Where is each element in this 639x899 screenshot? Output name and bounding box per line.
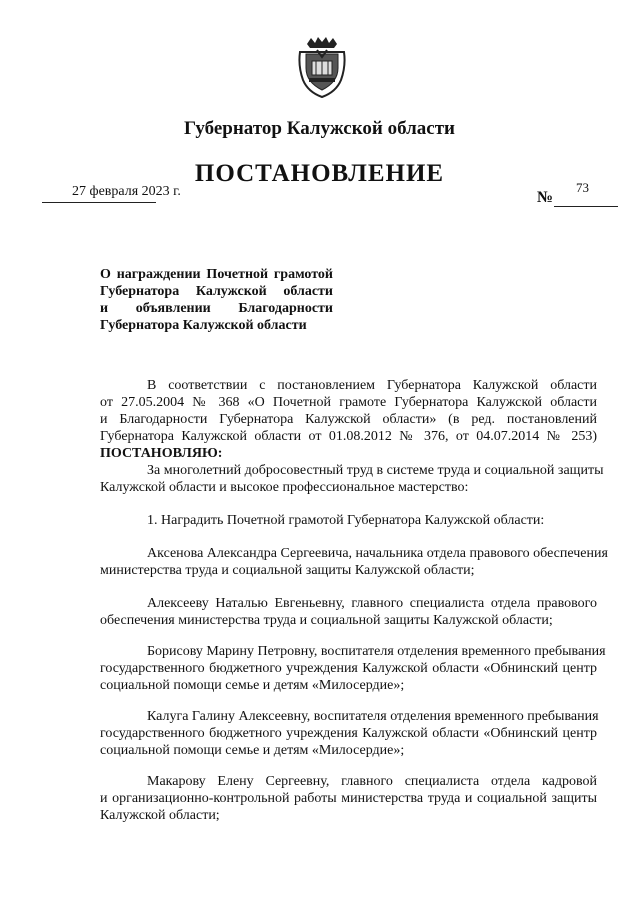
awardee-entry bbox=[100, 643, 606, 694]
awardee-line: Борисову Марину Петровну, воспитателя отделения временного пребывания bbox=[147, 644, 606, 659]
resolve-heading: ПОСТАНОВЛЯЮ: bbox=[100, 446, 223, 461]
awardee-entry bbox=[100, 708, 597, 759]
awardee-line: обеспечения министерства труда и социальной защиты Калужской области; bbox=[100, 613, 553, 628]
issuer-title: Губернатор Калужской области bbox=[184, 118, 455, 139]
preamble bbox=[100, 377, 597, 445]
date-underline bbox=[42, 202, 156, 203]
reason-line: За многолетний добросовестный труд в системе труда и социальной защиты bbox=[147, 463, 604, 478]
number-sign: № bbox=[537, 189, 554, 206]
awardee-line: Макарову Елену Сергеевну, главного специалиста отдела кадровой bbox=[147, 774, 597, 789]
number-underline bbox=[554, 206, 618, 207]
document-number: 73 bbox=[576, 180, 589, 195]
awardee-entry bbox=[100, 595, 597, 629]
item-1: 1. Наградить Почетной грамотой Губернатора Калужской области: bbox=[147, 513, 545, 528]
reason-line: Калужской области и высокое профессиональное мастерство: bbox=[100, 480, 469, 495]
preamble-line: Губернатора Калужской области от 01.08.2012 № 376, от 04.07.2014 № 253) bbox=[100, 429, 597, 444]
document-subject bbox=[100, 266, 333, 334]
awardee-line: Калужской области; bbox=[100, 808, 220, 823]
awardee-line: государственного бюджетного учреждения Калужской области «Обнинский центр bbox=[100, 661, 597, 676]
awardee-line: Алексееву Наталью Евгеньевну, главного специалиста отдела правового bbox=[147, 596, 597, 611]
awardee-line: министерства труда и социальной защиты Калужской области; bbox=[100, 563, 475, 578]
document-type: ПОСТАНОВЛЕНИЕ bbox=[194, 160, 445, 187]
preamble-line: и Благодарности Губернатора Калужской области» (в ред. постановлений bbox=[100, 412, 597, 427]
awardee-line: и организационно-контрольной работы министерства труда и социальной защиты bbox=[100, 791, 597, 806]
awardee-entry bbox=[100, 773, 597, 824]
document-body bbox=[100, 377, 608, 824]
document-date: 27 февраля 2023 г. bbox=[72, 184, 181, 199]
awardee-line: социальной помощи семье и детям «Милосердие»; bbox=[100, 678, 405, 693]
awardee-line: Аксенова Александра Сергеевича, начальника отдела правового обеспечения bbox=[147, 546, 608, 561]
awardee-entry bbox=[100, 545, 608, 579]
awardee-line: социальной помощи семье и детям «Милосердие»; bbox=[100, 743, 405, 758]
preamble-line: В соответствии с постановлением Губернатора Калужской области bbox=[147, 378, 597, 393]
awardee-line: государственного бюджетного учреждения Калужской области «Обнинский центр bbox=[100, 726, 597, 741]
coat-of-arms-icon bbox=[297, 36, 347, 98]
subject-line: Губернатора Калужской области bbox=[100, 318, 307, 333]
preamble-line: от 27.05.2004 № 368 «О Почетной грамоте Губернатора Калужской области bbox=[100, 395, 597, 410]
subject-line: и объявлении Благодарности bbox=[100, 301, 333, 316]
awardee-line: Калуга Галину Алексеевну, воспитателя отделения временного пребывания bbox=[147, 709, 599, 724]
subject-line: О награждении Почетной грамотой bbox=[100, 267, 333, 282]
subject-line: Губернатора Калужской области bbox=[100, 284, 333, 299]
